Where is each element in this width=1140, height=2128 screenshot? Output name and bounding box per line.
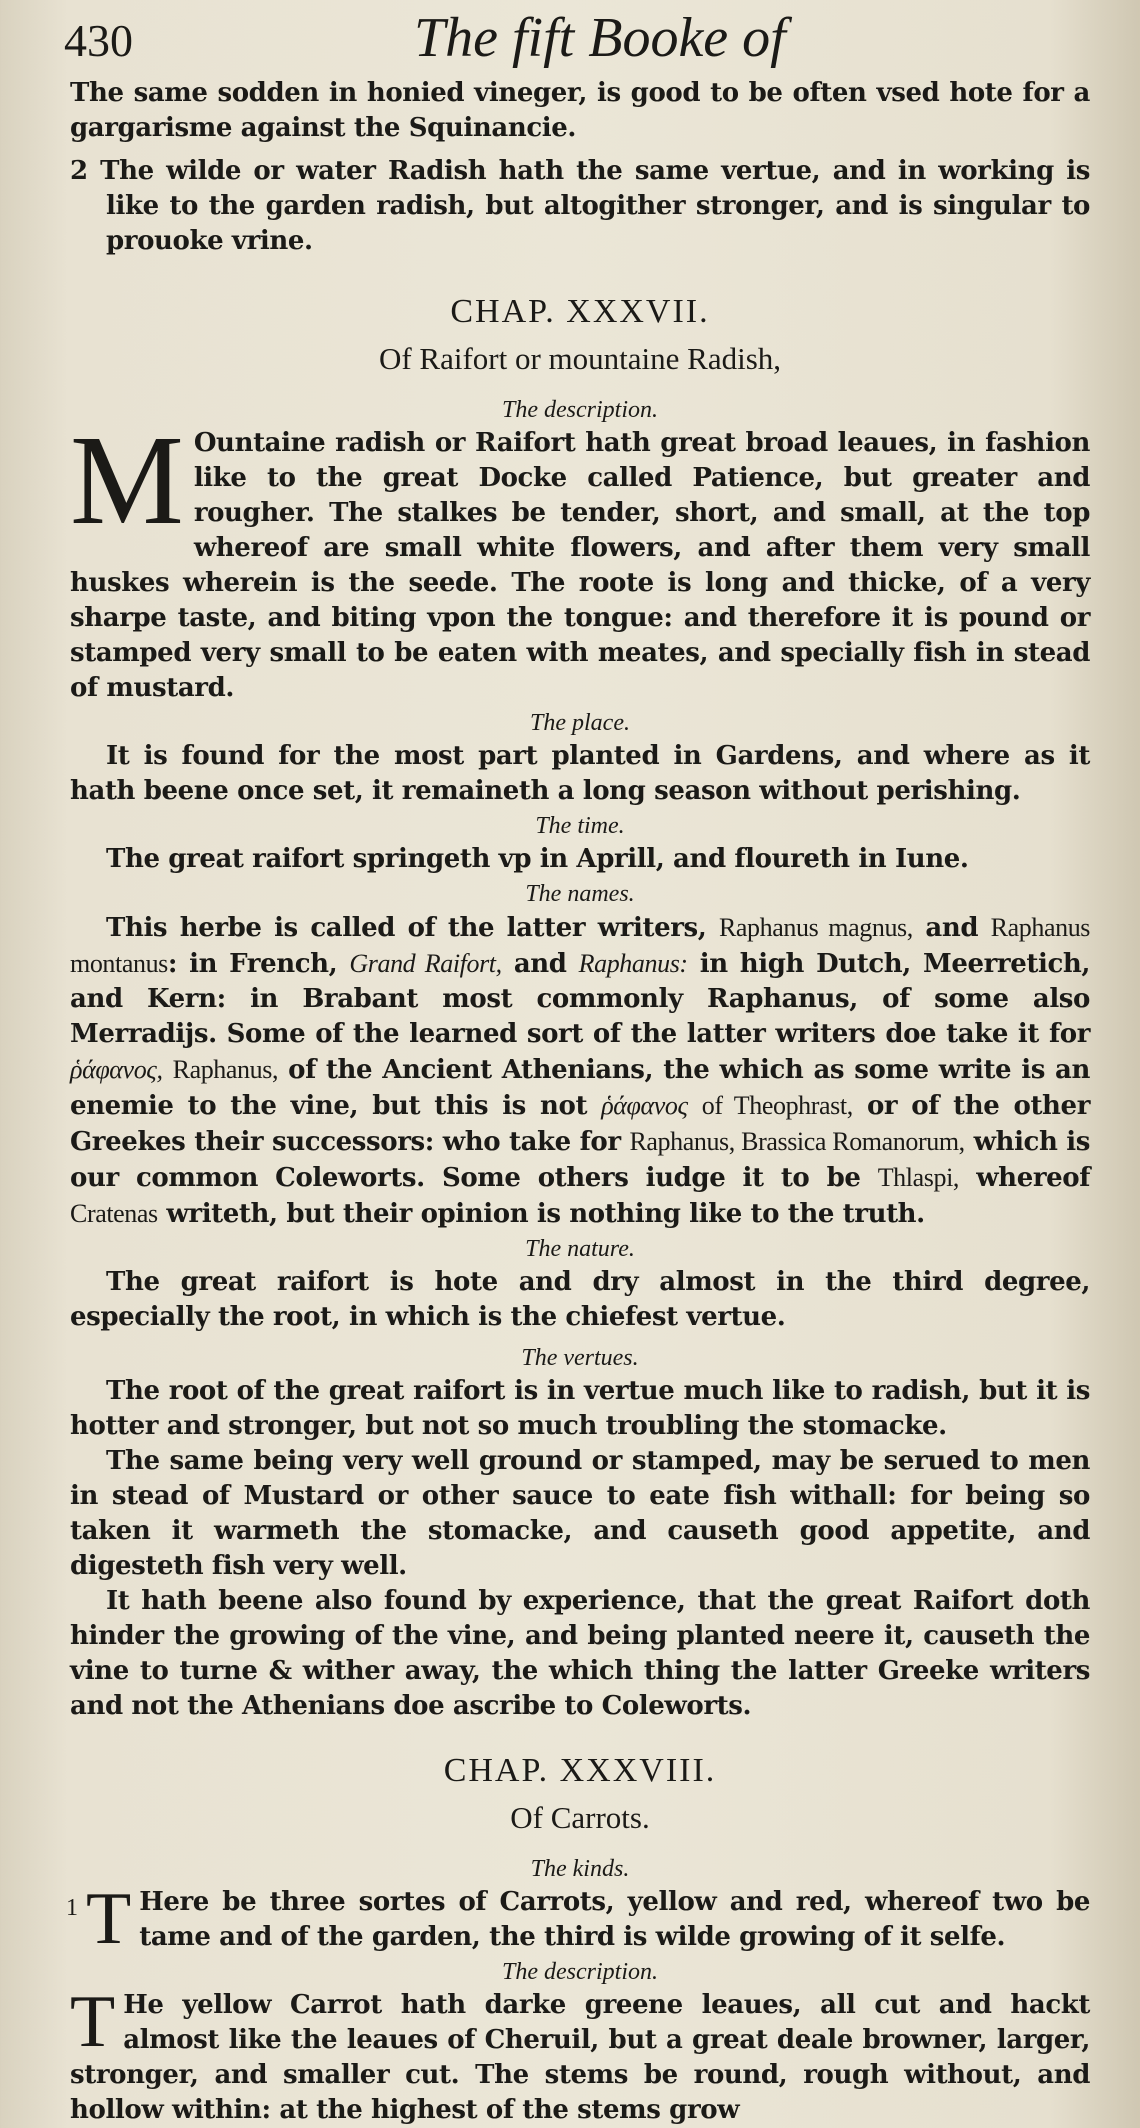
- item-number: 1: [66, 1895, 78, 1921]
- latin-name: Raphanus, Brassica Romanorum,: [629, 1127, 965, 1156]
- names-part: of the Ancient Athenians, the which as some write is an enemie to the vine, but this is not: [70, 1055, 1090, 1121]
- names-part: in high Dutch, Meerretich, and Kern: in Brabant most commonly Raphanus, of some also Merradijs. Some of the learned sort of the latter writers doe take it for: [70, 949, 1091, 1049]
- vertue-paragraph: The root of the great raifort is in vertue much like to radish, but it is hotter and stronger, but not so much troubling the stomacke.: [70, 1376, 1090, 1441]
- section-label-nature: The nature.: [525, 1236, 635, 1262]
- french-name: Grand Raifort,: [349, 949, 502, 978]
- greek-name: ῥάφανος: [601, 1091, 688, 1120]
- names-part: whereof: [976, 1163, 1090, 1193]
- intro-paragraph-2: 2 The wilde or water Radish hath the same vertue, and in working is like to the garden radish, but altogither stronger, and is singular to prouoke vrine.: [70, 156, 1090, 256]
- description-text: He yellow Carrot hath darke greene leaues, all cut and hackt almost like the leaues of Cheruil, but a great deale browner, larger, stronger, and smaller cut. The stems be round, rough without, and hollow within: at the highest of the stems grow: [70, 1990, 1090, 2125]
- names-part: and: [513, 949, 567, 979]
- chapter-38: [66, 1752, 1090, 2128]
- names-part: and: [925, 913, 979, 943]
- nature-text: The great raifort is hote and dry almost in the third degree, especially the root, in which is the chiefest vertue.: [70, 1267, 1090, 1332]
- names-text: [70, 910, 1090, 1232]
- chapter-heading: CHAP. XXXVII.: [450, 293, 710, 330]
- chapter-heading: CHAP. XXXVIII.: [443, 1752, 717, 1789]
- names-part: : in French,: [167, 949, 338, 979]
- vertue-paragraph: It hath beene also found by experience, that the great Raifort doth hinder the growing of the vine, and being planted neere it, causeth the vine to turne & wither away, the which thing the latter Greeke writers and not the Athenians doe ascribe to Coleworts.: [70, 1586, 1090, 1721]
- section-label-kinds: The kinds.: [530, 1856, 630, 1882]
- names-part: This herbe is called of the latter writers,: [106, 913, 707, 943]
- latin-name: Thlaspi,: [877, 1163, 959, 1192]
- section-label-vertues: The vertues.: [521, 1345, 639, 1371]
- section-label-description: The description.: [502, 1959, 658, 1985]
- names-part: writeth, but their opinion is nothing like to the truth.: [166, 1199, 925, 1229]
- page-content: [66, 76, 1091, 2128]
- latin-name: Raphanus magnus,: [718, 913, 913, 942]
- section-label-description: The description.: [502, 397, 658, 423]
- place-text: It is found for the most part planted in Gardens, and where as it hath beene once set, it remaineth a long season without perishing.: [70, 741, 1090, 806]
- latin-name: Raphanus montanus: [70, 913, 1091, 978]
- chapter-title: Of Raifort or mountaine Radish,: [378, 341, 782, 376]
- chapter-title: Of Carrots.: [510, 1800, 650, 1835]
- names-part: which is our common Coleworts. Some others iudge it to be: [70, 1127, 1090, 1193]
- time-text: The great raifort springeth vp in Aprill, and floureth in Iune.: [106, 844, 969, 874]
- kinds-text: Here be three sortes of Carrots, yellow and red, whereof two be tame and of the garden, the third is wilde growing of it selfe.: [139, 1887, 1090, 1952]
- drop-cap: M: [70, 409, 184, 551]
- description-text: Ountaine radish or Raifort hath great broad leaues, in fashion like to the great Docke called Patience, but greater and rougher. The stalkes be tender, short, and small, at the top whereof are small white flowers, and after them very small huskes wherein is the seede. The roote is long and thicke, of a very sharpe taste, and biting vpon the tongue: and therefore it is pound or stamped very small to be eaten with meates, and specially fish in stead of mustard.: [70, 428, 1090, 703]
- section-label-names: The names.: [525, 881, 635, 907]
- greek-name: ῥάφανος,: [70, 1055, 163, 1084]
- section-label-time: The time.: [535, 813, 625, 839]
- author-name: Cratenas: [70, 1199, 158, 1228]
- french-name: Raphanus:: [578, 949, 688, 978]
- page-header: [64, 6, 1084, 76]
- names-part: or of the other Greekes their successors: who take for: [70, 1091, 1090, 1157]
- author-name: of Theophrast,: [701, 1091, 853, 1120]
- section-label-place: The place.: [530, 710, 630, 736]
- vertue-paragraph: The same being very well ground or stamped, may be serued to men in stead of Mustard or other sauce to eate fish withall: for being so taken it warmeth the stomacke, and causeth good appetite, and digesteth fish very well.: [70, 1446, 1090, 1581]
- drop-cap: T: [86, 1878, 132, 1960]
- drop-cap: T: [70, 1981, 116, 2063]
- chapter-37: [70, 293, 1090, 1724]
- description-block: [70, 1981, 1090, 2128]
- latin-name: Raphanus,: [172, 1055, 279, 1084]
- kinds-block: [66, 1878, 1090, 1960]
- page-number: 430: [64, 15, 133, 66]
- running-title: The fift Booke of: [414, 7, 786, 69]
- intro-paragraph-1: The same sodden in honied vineger, is good to be often vsed hote for a gargarisme against the Squinancie.: [70, 78, 1090, 143]
